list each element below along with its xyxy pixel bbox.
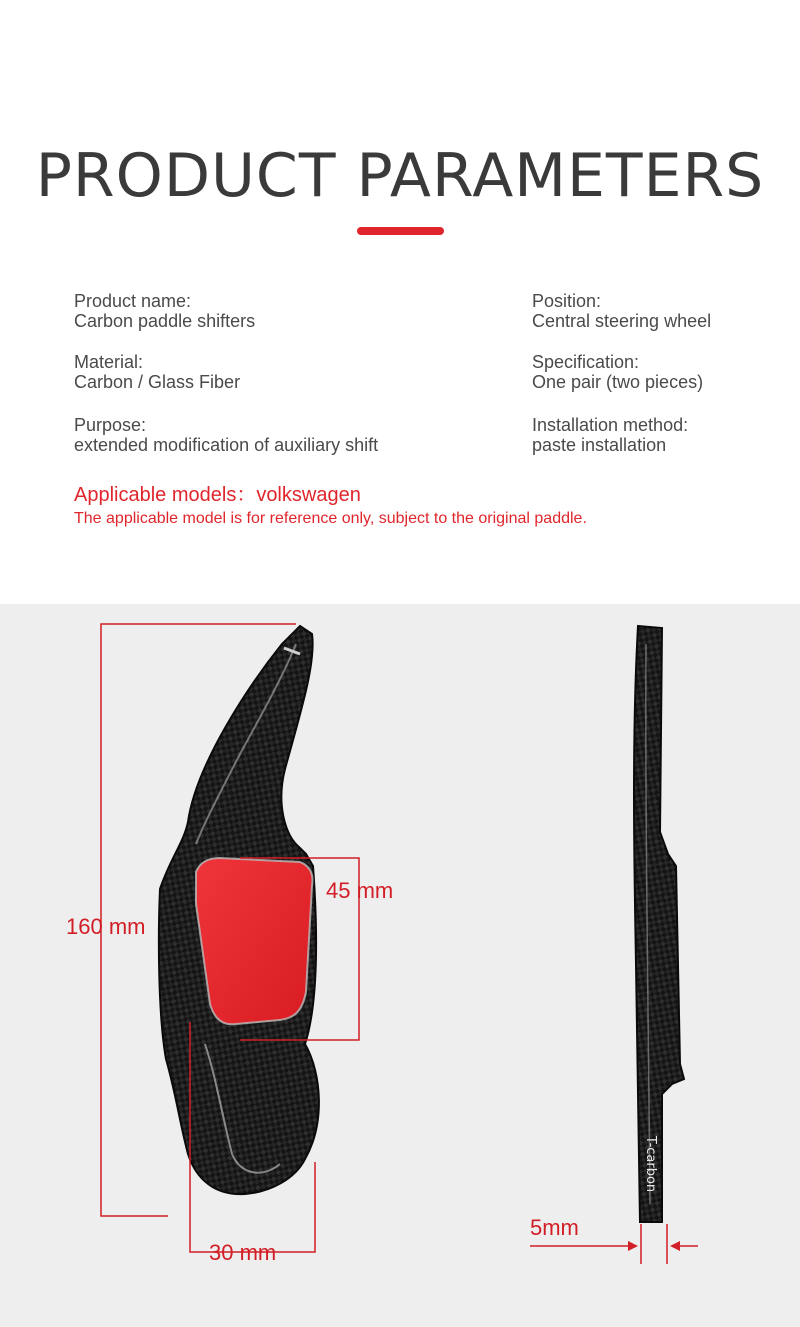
param-specification — [532, 352, 703, 392]
brand-logo: T-carbon — [643, 1135, 658, 1193]
dimension-45: 45 mm — [326, 878, 394, 903]
red-pad — [196, 858, 313, 1024]
arrowhead-left — [628, 1241, 638, 1251]
paddle-side-body — [634, 626, 684, 1222]
arrowhead-right — [670, 1241, 680, 1251]
param-label: Purpose: — [74, 415, 147, 435]
dimension-30: 30 mm — [209, 1240, 277, 1265]
applicable-title: Applicable models：volkswagen — [74, 484, 361, 506]
param-value: paste installation — [532, 435, 667, 455]
param-label: Product name: — [74, 291, 192, 311]
dimension-panel — [0, 604, 800, 1327]
param-value: Central steering wheel — [532, 311, 712, 331]
page-title: PRODUCT PARAMETERS — [35, 141, 765, 211]
applicable-note: The applicable model is for reference only, subject to the original paddle. — [74, 510, 587, 527]
param-product-name — [74, 291, 255, 331]
dimension-5: 5mm — [530, 1215, 579, 1240]
param-label: Specification: — [532, 352, 640, 372]
param-value: Carbon / Glass Fiber — [74, 372, 241, 392]
parameters-section — [0, 0, 800, 604]
param-purpose — [74, 415, 378, 455]
param-material — [74, 352, 240, 392]
param-label: Installation method: — [532, 415, 689, 435]
dimension-160: 160 mm — [66, 914, 146, 939]
param-installation — [532, 415, 688, 455]
param-position — [532, 291, 711, 331]
title-underline — [357, 227, 444, 235]
paddle-illustration — [0, 604, 800, 1327]
param-label: Position: — [532, 291, 602, 311]
applicable-models — [74, 484, 587, 529]
param-value: One pair (two pieces) — [532, 372, 704, 392]
param-value: Carbon paddle shifters — [74, 311, 256, 331]
param-label: Material: — [74, 352, 144, 372]
param-value: extended modification of auxiliary shift — [74, 435, 379, 455]
